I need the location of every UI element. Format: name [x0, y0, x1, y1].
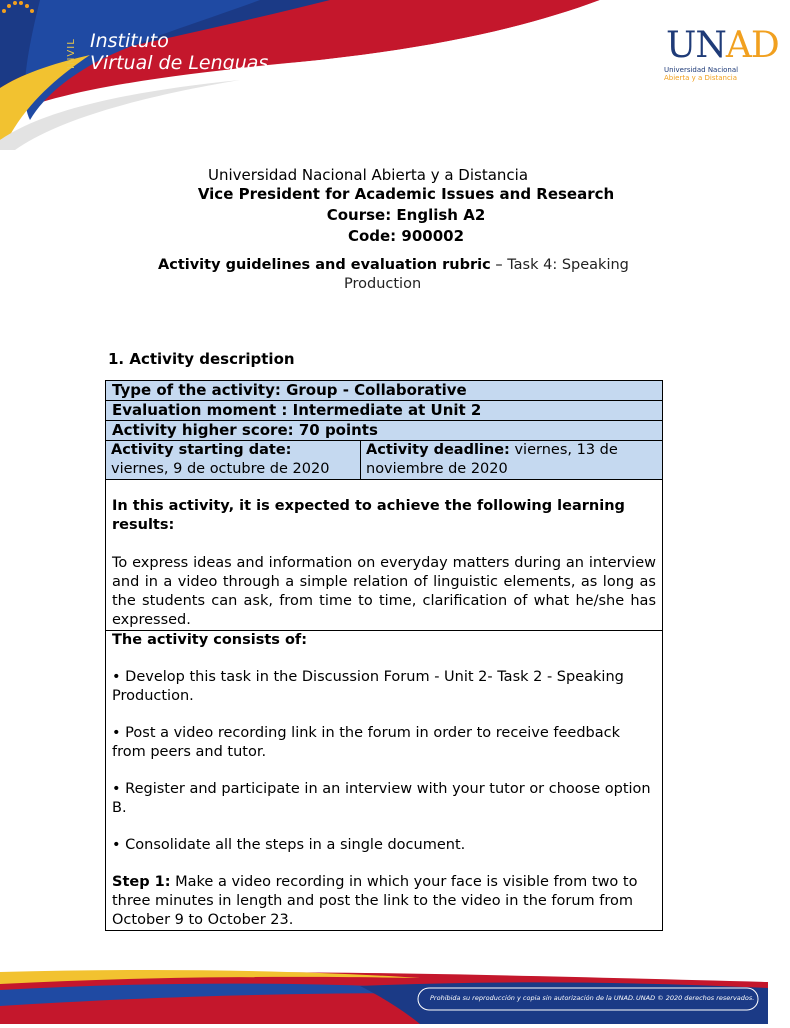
unad-logo-main: UN	[666, 25, 726, 66]
guide-title	[158, 256, 678, 294]
code-title: Code: 900002	[347, 227, 465, 245]
guide-task-2: Production	[344, 276, 422, 292]
step1-label: Step 1:	[112, 874, 171, 890]
institute-name	[90, 30, 268, 74]
footer-rights: UNAD © 2020 derechos reservados.	[636, 994, 755, 1002]
activity-table	[105, 380, 663, 931]
unad-sub2: Abierta y a Distancia	[664, 74, 738, 82]
footer-band	[0, 968, 768, 1024]
row-dates	[106, 441, 662, 480]
row-score: Activity higher score: 70 points	[106, 421, 662, 441]
row-type: Type of the activity: Group - Collaborative	[106, 381, 662, 401]
university-title: Universidad Nacional Abierta y a Distancia	[207, 166, 529, 184]
bullet-1: • Develop this task in the Discussion Forum - Unit 2- Task 2 - Speaking Production.	[112, 669, 624, 704]
bullet-4: • Consolidate all the steps in a single document.	[112, 837, 466, 853]
unad-logo	[666, 25, 779, 66]
step1-text: Make a video recording in which your face is visible from two to three minutes in length and post the link to the video in the forum from October 9 to October 23.	[112, 874, 638, 928]
deadline-value: viernes, 13 de noviembre de 2020	[366, 442, 618, 477]
footer-notice: Prohibida su reproducción y copia sin autorización de la UNAD.	[430, 994, 636, 1002]
start-label: Activity starting date:	[111, 442, 292, 458]
row-expected	[106, 480, 662, 631]
expected-title: In this activity, it is expected to achieve the following learning results:	[112, 498, 625, 533]
invil-tag: INVIL	[66, 38, 77, 70]
guide-bold: Activity guidelines and evaluation rubric	[158, 257, 491, 273]
guide-task-1: Task 4: Speaking	[507, 257, 629, 273]
deadline-cell	[361, 441, 662, 479]
bullet-3: • Register and participate in an interview with your tutor or choose option B.	[112, 781, 651, 816]
section-title: 1. Activity description	[108, 350, 295, 368]
institute-line2: Virtual de Lenguas	[90, 52, 269, 74]
banner-swoosh	[0, 0, 768, 150]
step-1	[112, 873, 656, 930]
unad-dots-icon	[0, 0, 36, 14]
consists-title: The activity consists of:	[112, 632, 308, 648]
header-banner	[0, 0, 779, 150]
bullet-2: • Post a video recording link in the forum in order to receive feedback from peers and tutor.	[112, 725, 620, 760]
start-value: viernes, 9 de octubre de 2020	[111, 461, 330, 477]
vice-title: Vice President for Academic Issues and Research	[197, 185, 615, 203]
guide-dash: –	[490, 257, 508, 273]
course-title: Course: English A2	[326, 206, 486, 224]
unad-sub1: Universidad Nacional	[664, 66, 739, 74]
row-moment: Evaluation moment : Intermediate at Unit 2	[106, 401, 662, 421]
unad-logo-accent: AD	[725, 25, 779, 66]
start-date-cell	[106, 441, 361, 479]
deadline-label: Activity deadline:	[366, 442, 510, 458]
row-consists	[106, 631, 662, 930]
institute-line1: Instituto	[90, 30, 169, 52]
expected-text: To express ideas and information on everyday matters during an interview and in a video through a simple relation of linguistic elements, as long as the students can ask, from time to time, clarification of what he/she has expressed.	[112, 555, 656, 628]
